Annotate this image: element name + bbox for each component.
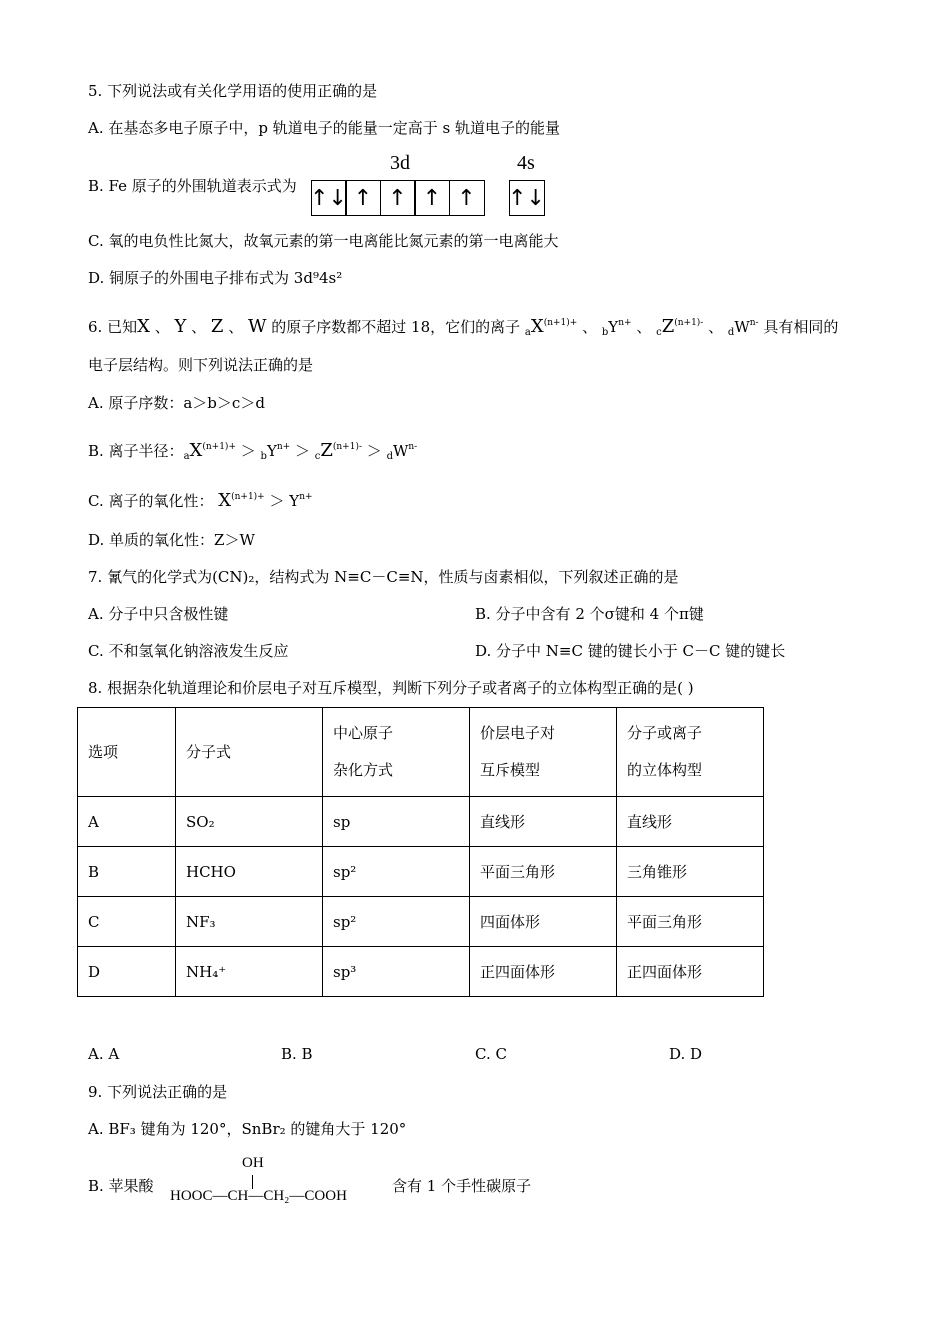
q7-stem: 7. 氰气的化学式为(CN)₂，结构式为 N≡C－C≡N，性质与卤素相似，下列叙述正确的是 [88, 568, 679, 586]
table-header-cell: 中心原子 杂化方式 [323, 708, 470, 797]
q6-option-b-label: B. 离子半径： [88, 442, 184, 460]
table-row [78, 897, 764, 947]
table-cell: D [78, 947, 176, 997]
q7-option-c: C. 不和氢氧化钠溶液发生反应 [88, 642, 289, 660]
q6-stem-line2: 电子层结构。则下列说法正确的是 [88, 356, 314, 374]
table-cell: 三角锥形 [617, 847, 764, 897]
table-cell: SO₂ [176, 797, 323, 847]
orbital-box: ↑ [414, 180, 450, 216]
q6-stem-a: 6. 已知 [88, 318, 138, 336]
structure-oh: OH [242, 1155, 264, 1171]
q6-option-c-label: C. 离子的氧化性： [88, 492, 214, 510]
table-row [78, 847, 764, 897]
orbital-box: ↑ [345, 180, 381, 216]
table-cell: B [78, 847, 176, 897]
q9-option-b-tail: 含有 1 个手性碳原子 [392, 1177, 532, 1195]
orbital-4s-label: 4s [517, 152, 535, 174]
table-header-cell: 价层电子对 互斥模型 [470, 708, 617, 797]
orbital-3d-boxes [312, 180, 485, 216]
table-cell: sp³ [323, 947, 470, 997]
table-cell: NH₄⁺ [176, 947, 323, 997]
q6-stem-c: 具有相同的 [763, 318, 839, 336]
q7-option-b: B. 分子中含有 2 个σ键和 4 个π键 [475, 605, 704, 623]
orbital-4s-boxes [510, 180, 545, 216]
q5-option-a: A. 在基态多电子原子中，p 轨道电子的能量一定高于 s 轨道电子的能量 [88, 119, 560, 137]
q9-option-b-label: B. 苹果酸 [88, 1177, 154, 1195]
q6-option-d: D. 单质的氧化性：Z＞W [88, 531, 255, 549]
table-cell: 正四面体形 [470, 947, 617, 997]
structure-main-chain: HOOC—CH—CH₂—COOH [170, 1188, 347, 1204]
orbital-box: ↑↓ [509, 180, 545, 216]
table-row [78, 947, 764, 997]
q6-option-b: B. 离子半径：$_aX^{(n+1)+} > _bY^{n+} > _cZ^{(n+1)-} > _dW^{n-}$ [88, 440, 418, 462]
table-cell: 直线形 [470, 797, 617, 847]
table-cell: C [78, 897, 176, 947]
orbital-box: ↑ [449, 180, 485, 216]
q6-stem: 6. 已知X 、 Y 、 Z 、 W 的原子序数都不超过 18，它们的离子 $_aX^{(n+1)+}$ 、 $_bY^{n+}$ 、 $_cZ^{(n+1)-}$ 、 $_dW^{n-}$ 具有相同的 [88, 316, 839, 338]
table-cell: 平面三角形 [617, 897, 764, 947]
table-header-cell: 分子或离子 的立体构型 [617, 708, 764, 797]
q8-option-b: B. B [281, 1045, 313, 1063]
orbital-box: ↑ [380, 180, 416, 216]
q9-option-a: A. BF₃ 键角为 120°，SnBr₂ 的键角大于 120° [88, 1120, 407, 1138]
orbital-box: ↑↓ [311, 180, 347, 216]
q8-option-c: C. C [475, 1045, 507, 1063]
q8-option-a: A. A [88, 1045, 120, 1063]
table-header-cell: 分子式 [176, 708, 323, 797]
table-cell: NF₃ [176, 897, 323, 947]
table-cell: sp² [323, 847, 470, 897]
orbital-3d-label: 3d [390, 152, 410, 174]
q6-option-a: A. 原子序数：a＞b＞c＞d [88, 394, 265, 412]
table-cell: sp [323, 797, 470, 847]
table-cell: 平面三角形 [470, 847, 617, 897]
q8-table [77, 707, 764, 997]
q8-option-d: D. D [669, 1045, 703, 1063]
q5-option-b-text: B. Fe 原子的外围轨道表示式为 [88, 177, 297, 195]
q5-stem: 5. 下列说法或有关化学用语的使用正确的是 [88, 82, 378, 100]
table-cell: 四面体形 [470, 897, 617, 947]
q6-option-c: C. 离子的氧化性： $X^{(n+1)+} > Y^{n+}$ [88, 490, 313, 511]
q7-option-a: A. 分子中只含极性键 [88, 605, 229, 623]
table-cell: HCHO [176, 847, 323, 897]
table-cell: A [78, 797, 176, 847]
table-cell: 正四面体形 [617, 947, 764, 997]
q7-option-d: D. 分子中 N≡C 键的键长小于 C－C 键的键长 [475, 642, 786, 660]
q9-stem: 9. 下列说法正确的是 [88, 1083, 228, 1101]
table-cell: 直线形 [617, 797, 764, 847]
structure-bond [252, 1175, 253, 1189]
table-row [78, 797, 764, 847]
q8-stem: 8. 根据杂化轨道理论和价层电子对互斥模型，判断下列分子或者离子的立体构型正确的是( ) [88, 679, 694, 697]
table-cell: sp² [323, 897, 470, 947]
table-header-cell: 选项 [78, 708, 176, 797]
q6-stem-b: 的原子序数都不超过 18，它们的离子 [271, 318, 521, 336]
table-header-row [78, 708, 764, 797]
q5-option-d: D. 铜原子的外围电子排布式为 3d⁹4s² [88, 269, 343, 287]
q5-option-c: C. 氧的电负性比氮大，故氧元素的第一电离能比氮元素的第一电离能大 [88, 232, 559, 250]
